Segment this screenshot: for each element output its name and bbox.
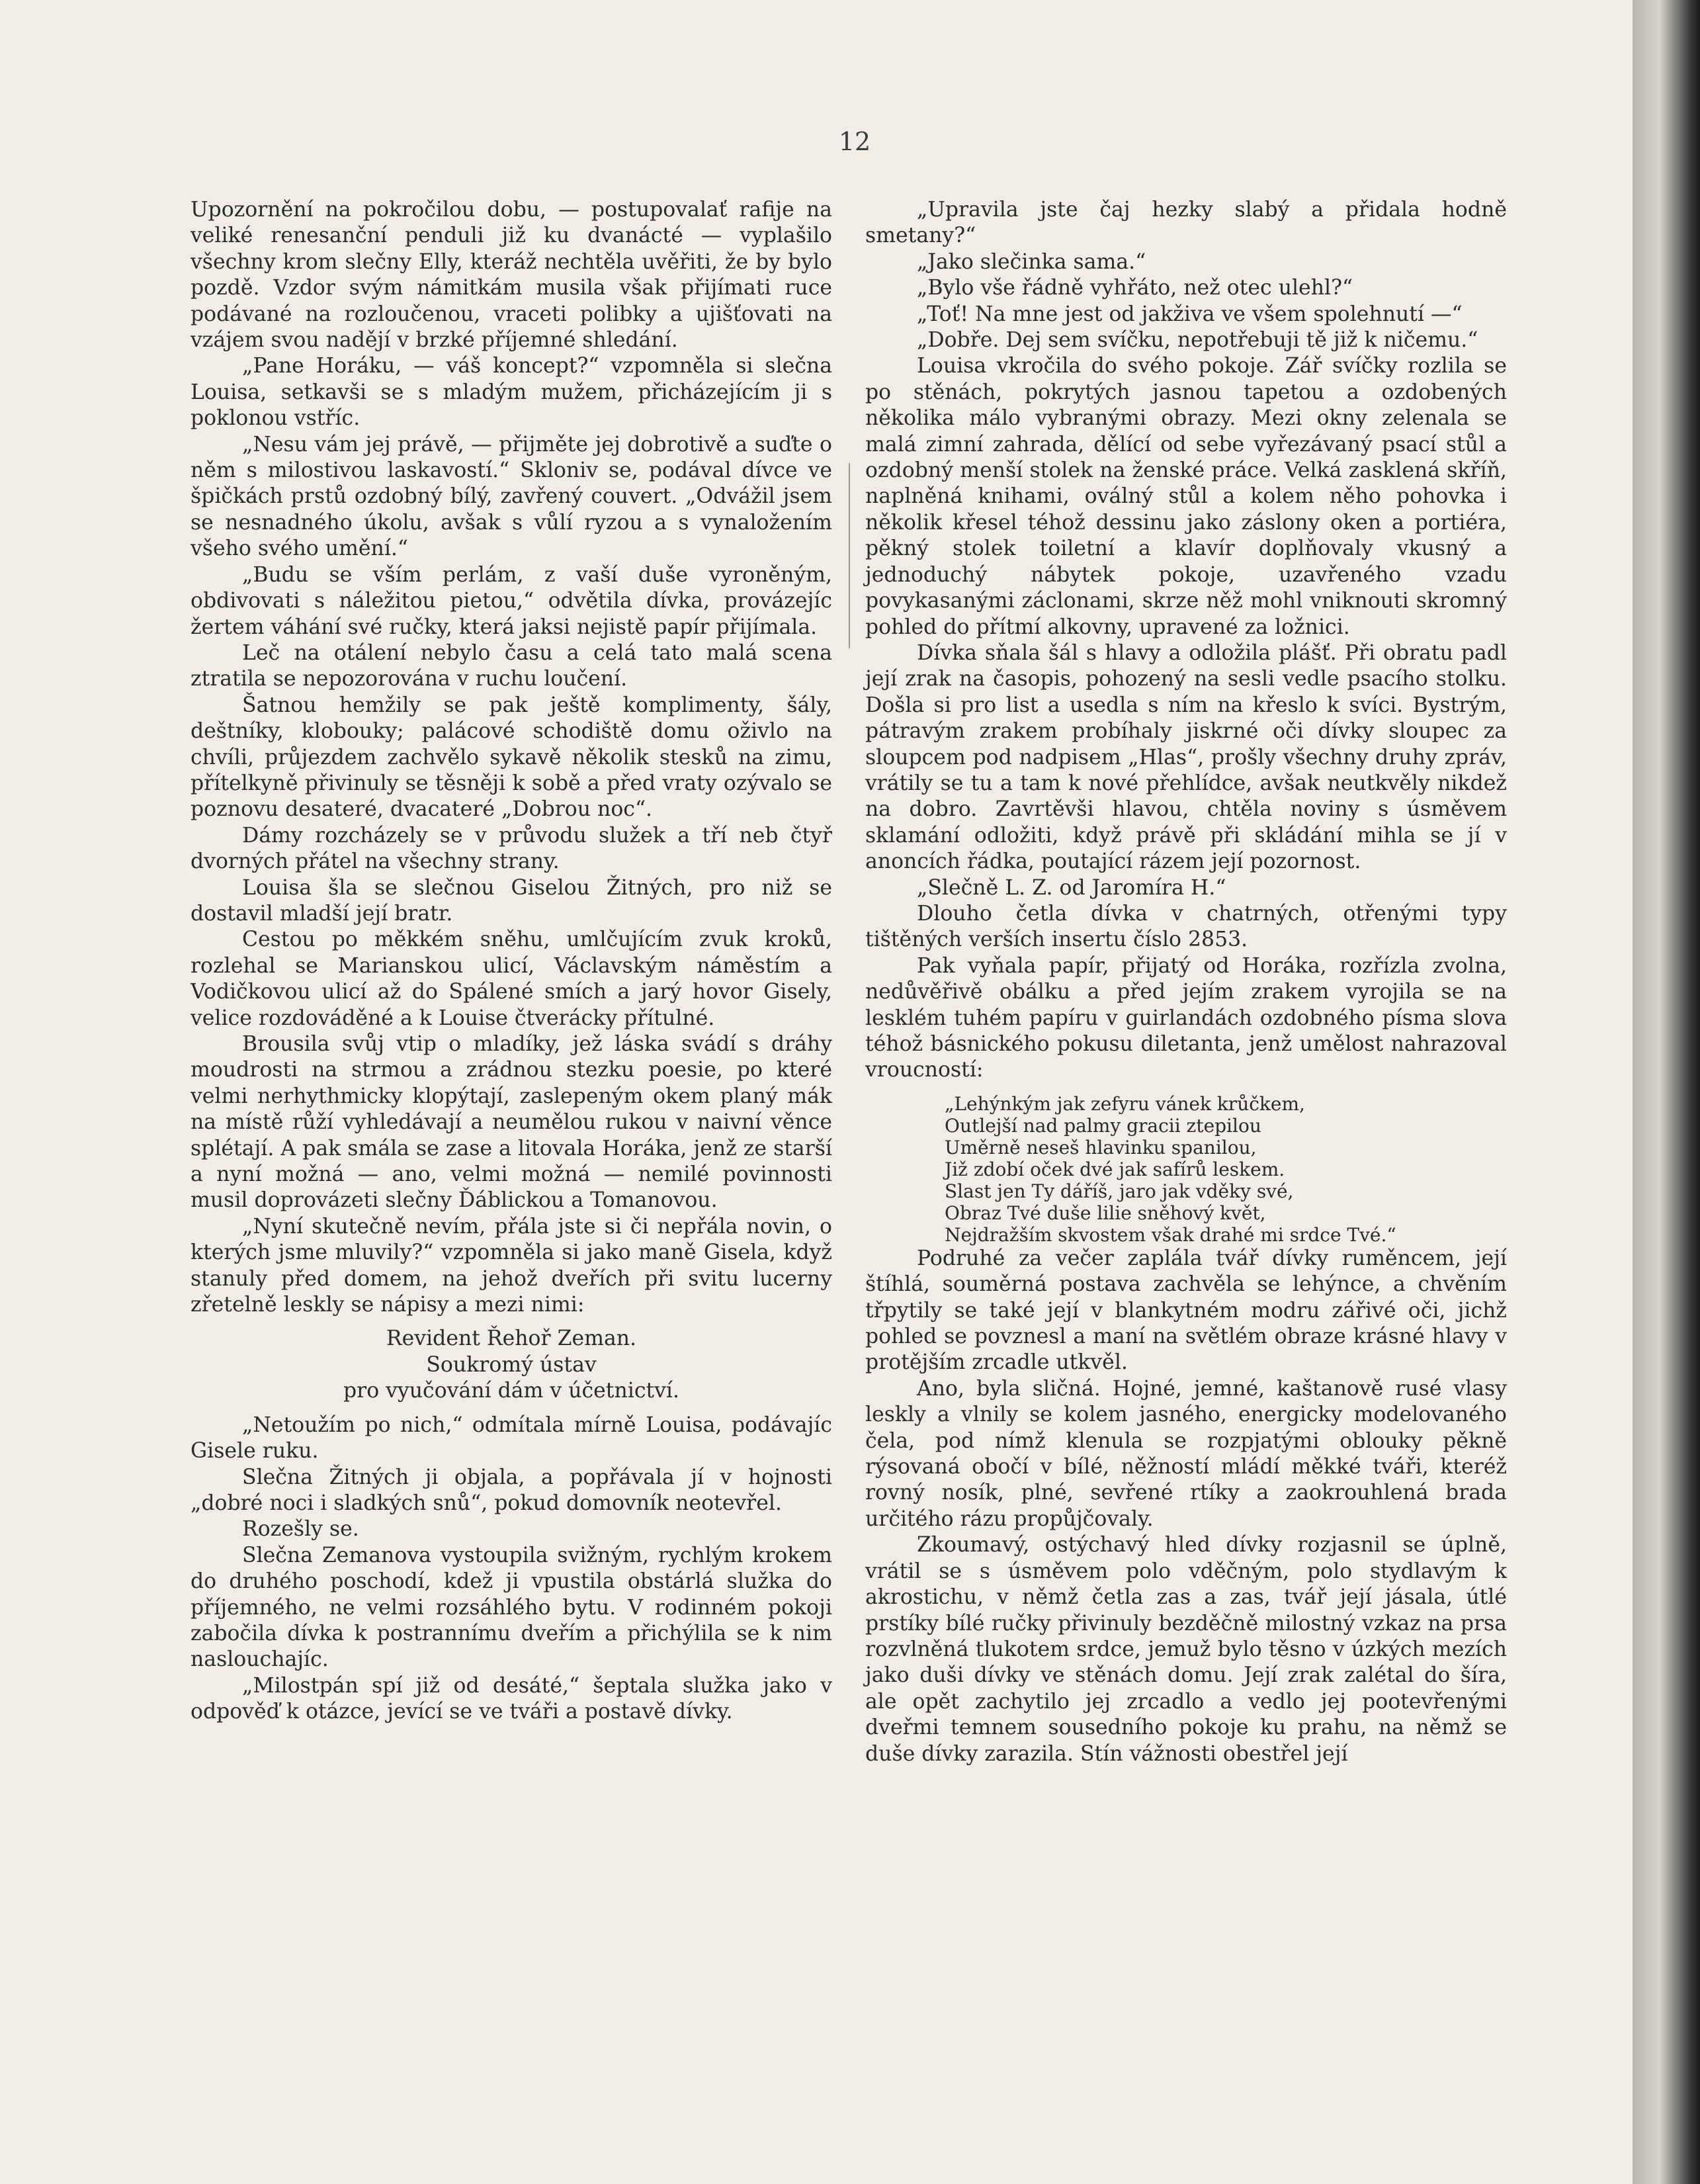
paragraph: Louisa šla se slečnou Giselou Žitných, pro niž se dostavil mladší její bratr.: [191, 875, 832, 926]
paragraph: „Budu se vším perlám, z vaší duše vyroněným, obdivovati s náležitou pietou,“ odvětila dívka, provázejíc žertem váhání své ručky, která jaksi nejistě papír přijímala.: [191, 562, 832, 639]
door-sign: [191, 1326, 832, 1404]
paragraph: Zkoumavý, ostýchavý hled dívky rozjasnil se úplně, vrátil se s úsměvem polo vděčným, polo stydlavým k akrostichu, v němž četla zas a zas, tvář její jásala, útlé prstíky bílé ručky přivinuly bezděčně milostný vzkaz na prsa rozvlněná tlukotem srdce, jemuž bylo těsno v úzkých mezích jako duši dívky ve stěnách domu. Její zrak zalétal do šíra, ale opět zachytilo jej zrcadlo a vedlo jej pootevřenými dveřmi temnem sousedního pokoje ku prahu, na němž se duše dívky zarazila. Stín vážnosti obestřel její: [865, 1533, 1507, 1766]
column-divider: [849, 463, 850, 648]
paragraph: Rozešly se.: [242, 1517, 359, 1542]
paragraph: Pak vyňala papír, přijatý od Horáka, rozřízla zvolna, nedůvěřivě obálku a před jejím zrakem vyrojila se na lesklém tuhém papíru v guirlandách ozdobného písma slova téhož básnického pokusu diletanta, jenž umělost nahrazoval vroucností:: [865, 953, 1507, 1082]
paragraph: Dámy rozcházely se v průvodu služek a tří neb čtyř dvorných přátel na všechny strany.: [191, 823, 832, 874]
poem-line: „Lehýnkým jak zefyru vánek krůčkem,: [945, 1092, 1305, 1115]
paragraph: „Toť! Na mne jest od jakživa ve všem spolehnutí —“: [917, 302, 1463, 326]
sign-line: Soukromý ústav: [426, 1352, 597, 1377]
paragraph: Podruhé za večer zaplála tvář dívky ruměncem, její štíhlá, souměrná postava zachvěla se lehýnce, a chvěním třpytily se také její v blankytném modru zářivé oči, jichž pohled se povznesl a maní na světlém obraze krásné hlavy v protějším zrcadle utkvěl.: [865, 1246, 1507, 1375]
paragraph: „Dobře. Dej sem svíčku, nepotřebuji tě již k ničemu.“: [917, 328, 1478, 353]
paragraph: Cestou po měkkém sněhu, umlčujícím zvuk kroků, rozlehal se Marianskou ulicí, Václavským náměstím a Vodičkovou ulicí až do Spálené smích a jarý hovor Gisely, velice rozdováděné a k Louise čtverácky přítulné.: [191, 928, 832, 1030]
paragraph: „Slečně L. Z. od Jaromíra H.“: [917, 875, 1226, 900]
acrostic-poem: [945, 1093, 1507, 1246]
paragraph: Dlouho četla dívka v chatrných, otřenými typy tištěných verších insertu číslo 2853.: [865, 901, 1507, 952]
paragraph: Brousila svůj vtip o mladíky, jež láska svádí s dráhy moudrosti na strmou a zrádnou stezku poesie, po které velmi nerhythmicky klopýtají, zaslepeným okem planý mák na místě růží vyhledávají a neumělou rukou v naivní věnce splétají. A pak smála se zase a litovala Horáka, jenž ze starší a nyní možná — ano, velmi možná — nemilé povinnosti musil doprovázeti slečny Ďáblickou a Tomanovou.: [191, 1032, 832, 1213]
sign-line: pro vyučování dám v účetnictví.: [343, 1379, 680, 1403]
book-edge: [1633, 0, 1700, 2184]
right-column: [865, 197, 1507, 1767]
paragraph: „Upravila jste čaj hezky slabý a přidala hodně smetany?“: [865, 198, 1507, 248]
paragraph: „Pane Horáku, — váš koncept?“ vzpomněla si slečna Louisa, setkavši se s mladým mužem, přicházejícím ji s poklonou vstříc.: [191, 354, 832, 431]
paragraph: „Nyní skutečně nevím, přála jste si či nepřála novin, o kterých jsme mluvily?“ vzpomněla si jako maně Gisela, když stanuly před domem, na jehož dveřích při svitu lucerny zřetelně leskly se nápisy a mezi nimi:: [191, 1214, 832, 1317]
paragraph: Šatnou hemžily se pak ještě komplimenty, šály, deštníky, klobouky; palácové schodiště domu oživlo na chvíli, průjezdem zachvělo sykavě několik stesků na zimu, přítelkyně přivinuly se těsněji k sobě a před vraty ozývalo se poznovu desateré, dvacateré „Dobrou noc“.: [191, 693, 832, 822]
paragraph: Slečna Zemanova vystoupila svižným, rychlým krokem do druhého poschodí, kdež ji vpustila obstárlá služka do příjemného, ne velmi rozsáhlého bytu. V rodinném pokoji zabočila dívka k postrannímu dveřím a přichýlila se k nim naslouchajíc.: [191, 1543, 832, 1672]
paragraph: „Netoužím po nich,“ odmítala mírně Louisa, podávajíc Gisele ruku.: [191, 1413, 832, 1463]
paragraph: „Bylo vše řádně vyhřáto, než otec ulehl?“: [917, 276, 1353, 300]
paragraph: „Milostpán spí již od desáté,“ šeptala služka jako v odpověď k otázce, jevící se ve tváři a postavě dívky.: [191, 1673, 832, 1724]
paragraph: Dívka sňala šál s hlavy a odložila plášť. Při obratu padl její zrak na časopis, pohozený na sesli vedle psacího stolku. Došla si pro list a usedla s ním na křeslo k svíci. Bystrým, pátravým zrakem probíhaly jiskrné oči dívky sloupec za sloupcem pod nadpisem „Hlas“, prošly všechny druhy zpráv, vrátily se tu a tam k nové přehlídce, avšak neutkvěly nikdež na dobro. Zavrtěvši hlavou, chtěla noviny s úsměvem sklamání odložiti, když právě při skládání mihla se jí v anoncích řádka, poutající rázem její pozornost.: [865, 640, 1507, 874]
sign-line: Revident Řehoř Zeman.: [386, 1327, 637, 1351]
poem-line: Outlejší nad palmy gracii ztepilou: [945, 1114, 1261, 1137]
poem-line: Uměrně neseš hlavinku spanilou,: [945, 1136, 1257, 1158]
poem-line: Obraz Tvé duše lilie sněhový květ,: [945, 1201, 1266, 1224]
paragraph: „Nesu vám jej právě, — přijměte jej dobrotivě a suďte o něm s milostivou laskavostí.“ Skloniv se, podával dívce ve špičkách prstů ozdobný bílý, zavřený couvert. „Odvážil jsem se nesnadného úkolu, avšak s vůlí ryzou a s vynaložením všeho svého umění.“: [191, 432, 832, 561]
paragraph: „Jako slečinka sama.“: [917, 249, 1146, 274]
page-number: 12: [838, 127, 871, 156]
paragraph: Slečna Žitných ji objala, a popřávala jí v hojnosti „dobré noci i sladkých snů“, pokud domovník neotevřel.: [191, 1465, 832, 1515]
paragraph: Ano, byla sličná. Hojné, jemné, kaštanově rusé vlasy leskly a vlnily se kolem jasného, energicky modelovaného čela, pod nímž klenula se rozpjatými oblouky pěkně rýsovaná obočí v bílé, něžností mládí měkké tváři, kteréž rovný nosík, plné, sevřené rtíky a zaokrouhlená brada určitého rázu propůjčovaly.: [865, 1376, 1507, 1531]
paragraph: Leč na otálení nebylo času a celá tato malá scena ztratila se nepozorována v ruchu loučení.: [191, 640, 832, 691]
paragraph: Louisa vkročila do svého pokoje. Zář svíčky rozlila se po stěnách, pokrytých jasnou tapetou a ozdobených několika málo vybranými obrazy. Mezi okny zelenala se malá zimní zahrada, dělící od sebe vyřezávaný psací stůl a ozdobný menší stolek na ženské práce. Velká zasklená skříň, naplněná knihami, oválný stůl a kolem něho pohovka i několik křesel téhož dessinu jako záslony oken a portiéra, pěkný stolek toiletní a klavír doplňovaly vkusný a jednoduchý nábytek pokoje, uzavřeného vzadu povykasanými záclonami, skrze něž mohl vniknouti skromný pohled do přítmí alkovny, upravené za ložnici.: [865, 354, 1507, 639]
paragraph: Upozornění na pokročilou dobu, — postupovalať rafije na veliké renesanční penduli již ku dvanácté — vyplašilo všechny krom slečny Elly, kteráž nechtěla uvěřiti, že by bylo pozdě. Vzdor svým námitkám musila však přijímati ruce podávané na rozloučenou, vraceti polibky a ujišťovati na vzájem svou nadějí v brzké příjemné shledání.: [191, 198, 832, 353]
poem-line: Slast jen Ty dáříš, jaro jak vděky své,: [945, 1180, 1294, 1202]
poem-line: Nejdražším skvostem však drahé mi srdce Tvé.“: [945, 1223, 1396, 1246]
left-column: [191, 197, 832, 1725]
poem-line: Již zdobí oček dvé jak safírů leskem.: [945, 1158, 1285, 1180]
